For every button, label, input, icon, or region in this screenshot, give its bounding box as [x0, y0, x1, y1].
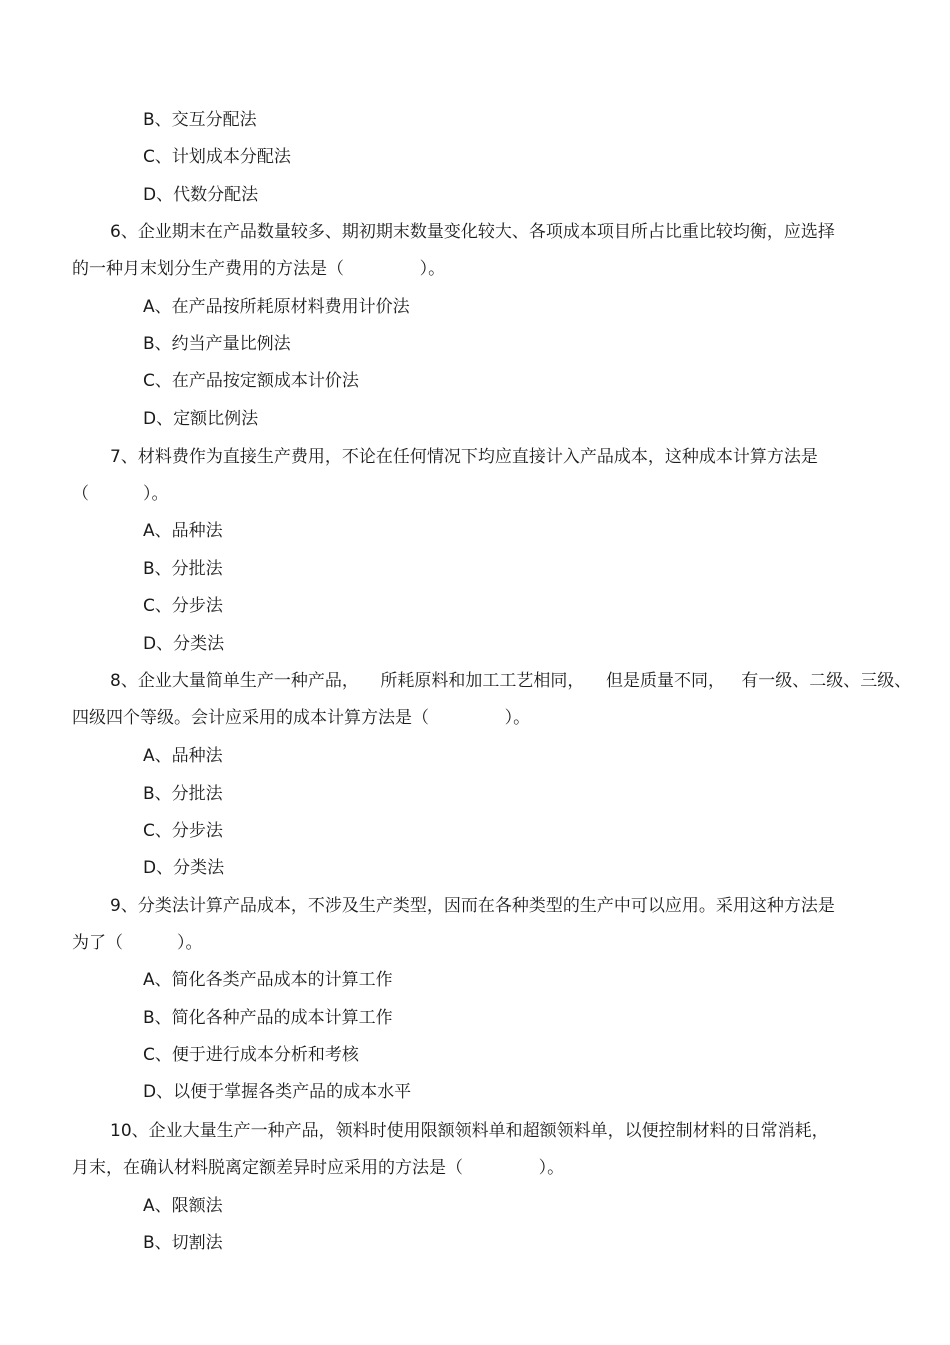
- question-9-text: 9、分类法计算产品成本，不涉及生产类型，因而在各种类型的生产中可以应用。采用这种方法是: [110, 896, 835, 916]
- question-9-option-d: D、以便于掌握各类产品的成本水平: [143, 1082, 412, 1102]
- question-7-text: 7、材料费作为直接生产费用，不论在任何情况下均应直接计入产品成本，这种成本计算方法是: [110, 447, 818, 467]
- question-8-option-a: A、品种法: [143, 746, 223, 766]
- question-7-text-cont: （ ）。: [72, 484, 169, 504]
- question-8-text: 8、企业大量简单生产一种产品， 所耗原料和加工工艺相同， 但是质量不同， 有一级、二级、三级、: [110, 671, 912, 691]
- option-d-algebraic-allocation: D、代数分配法: [143, 185, 259, 205]
- question-6-text-cont: 的一种月末划分生产费用的方法是（ ）。: [72, 259, 446, 279]
- question-9-option-a: A、简化各类产品成本的计算工作: [143, 970, 393, 990]
- question-6-option-a: A、在产品按所耗原材料费用计价法: [143, 297, 410, 317]
- question-6-option-c: C、在产品按定额成本计价法: [143, 371, 359, 391]
- question-6-option-d: D、定额比例法: [143, 409, 259, 429]
- question-6-option-b: B、约当产量比例法: [143, 334, 291, 354]
- option-c-planned-cost-allocation: C、计划成本分配法: [143, 147, 291, 167]
- question-10-text: 10、企业大量生产一种产品，领料时使用限额领料单和超额领料单，以便控制材料的日常消耗，: [110, 1121, 829, 1141]
- question-7-option-a: A、品种法: [143, 521, 223, 541]
- question-10-text-cont: 月末，在确认材料脱离定额差异时应采用的方法是（ ）。: [72, 1158, 565, 1178]
- question-6-text: 6、企业期末在产品数量较多、期初期末数量变化较大、各项成本项目所占比重比较均衡，应选择: [110, 222, 835, 242]
- question-9-option-b: B、简化各种产品的成本计算工作: [143, 1008, 393, 1028]
- question-8-option-d: D、分类法: [143, 858, 225, 878]
- question-8-option-b: B、分批法: [143, 784, 223, 804]
- question-10-option-a: A、限额法: [143, 1196, 223, 1216]
- question-7-option-d: D、分类法: [143, 634, 225, 654]
- option-b-interactive-allocation: B、交互分配法: [143, 110, 257, 130]
- question-8-option-c: C、分步法: [143, 821, 223, 841]
- question-10-option-b: B、切割法: [143, 1233, 223, 1253]
- question-9-text-cont: 为了（ ）。: [72, 933, 203, 953]
- question-7-option-b: B、分批法: [143, 559, 223, 579]
- question-9-option-c: C、便于进行成本分析和考核: [143, 1045, 359, 1065]
- question-8-text-cont: 四级四个等级。会计应采用的成本计算方法是（ ）。: [72, 708, 531, 728]
- question-7-option-c: C、分步法: [143, 596, 223, 616]
